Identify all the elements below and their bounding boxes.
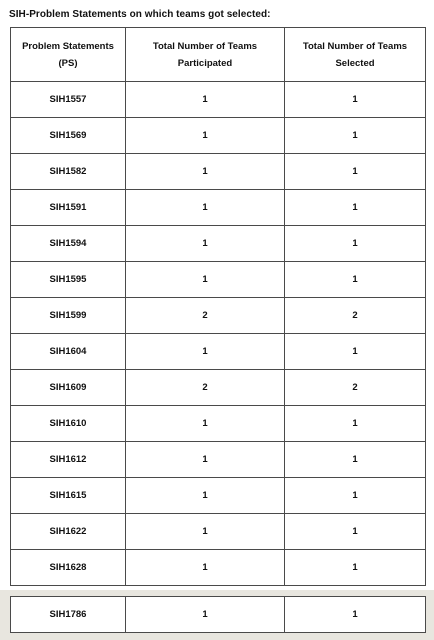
header-line: Participated <box>177 57 233 69</box>
table-body <box>11 82 426 586</box>
participated-cell: 1 <box>126 190 285 226</box>
participated-cell: 2 <box>126 298 285 334</box>
table-header-row <box>11 28 426 82</box>
ps-cell: SIH1591 <box>11 190 126 226</box>
selected-cell: 1 <box>285 597 426 633</box>
selected-cell: 1 <box>285 154 426 190</box>
participated-cell: 1 <box>126 226 285 262</box>
table-row <box>11 550 426 586</box>
selected-cell: 2 <box>285 298 426 334</box>
selected-cell: 1 <box>285 118 426 154</box>
header-problem-statements <box>11 28 126 82</box>
participated-cell: 1 <box>126 82 285 118</box>
participated-cell: 1 <box>126 442 285 478</box>
table-row <box>11 514 426 550</box>
ps-cell: SIH1599 <box>11 298 126 334</box>
table-row <box>11 478 426 514</box>
participated-cell: 1 <box>126 514 285 550</box>
participated-cell: 1 <box>126 262 285 298</box>
selected-cell: 2 <box>285 370 426 406</box>
selected-cell: 1 <box>285 82 426 118</box>
ps-cell: SIH1582 <box>11 154 126 190</box>
ps-cell: SIH1610 <box>11 406 126 442</box>
table-row <box>11 334 426 370</box>
selected-cell: 1 <box>285 442 426 478</box>
selected-cell: 1 <box>285 226 426 262</box>
participated-cell: 1 <box>126 478 285 514</box>
table-row <box>11 442 426 478</box>
header-teams-participated <box>126 28 285 82</box>
selected-cell: 1 <box>285 262 426 298</box>
table-row <box>11 370 426 406</box>
ps-cell: SIH1604 <box>11 334 126 370</box>
ps-cell: SIH1612 <box>11 442 126 478</box>
participated-cell: 1 <box>126 334 285 370</box>
ps-cell: SIH1595 <box>11 262 126 298</box>
header-line: Problem Statements <box>22 40 114 52</box>
header-line: Selected <box>335 57 375 69</box>
selected-cell: 1 <box>285 478 426 514</box>
header-line: (PS) <box>58 57 78 69</box>
table-row <box>11 226 426 262</box>
ps-cell: SIH1557 <box>11 82 126 118</box>
participated-cell: 1 <box>126 550 285 586</box>
selected-cell: 1 <box>285 190 426 226</box>
selected-cell: 1 <box>285 334 426 370</box>
ps-cell: SIH1786 <box>11 597 126 633</box>
header-teams-selected <box>285 28 426 82</box>
problem-statements-table <box>10 27 426 586</box>
table-row <box>11 190 426 226</box>
ps-cell: SIH1609 <box>11 370 126 406</box>
participated-cell: 1 <box>126 118 285 154</box>
problem-statements-table-continued <box>10 596 426 633</box>
selected-cell: 1 <box>285 406 426 442</box>
selected-cell: 1 <box>285 550 426 586</box>
table-row <box>11 118 426 154</box>
selected-cell: 1 <box>285 514 426 550</box>
participated-cell: 1 <box>126 154 285 190</box>
participated-cell: 1 <box>126 597 285 633</box>
table-row <box>11 154 426 190</box>
table-row <box>11 406 426 442</box>
participated-cell: 1 <box>126 406 285 442</box>
table-row <box>11 597 426 633</box>
ps-cell: SIH1622 <box>11 514 126 550</box>
participated-cell: 2 <box>126 370 285 406</box>
header-line: Total Number of Teams <box>302 40 408 52</box>
ps-cell: SIH1594 <box>11 226 126 262</box>
page-heading: SIH-Problem Statements on which teams got selected: <box>9 9 271 20</box>
ps-cell: SIH1615 <box>11 478 126 514</box>
table-row <box>11 298 426 334</box>
table-row <box>11 82 426 118</box>
header-line: Total Number of Teams <box>152 40 258 52</box>
ps-cell: SIH1628 <box>11 550 126 586</box>
table-row <box>11 262 426 298</box>
ps-cell: SIH1569 <box>11 118 126 154</box>
